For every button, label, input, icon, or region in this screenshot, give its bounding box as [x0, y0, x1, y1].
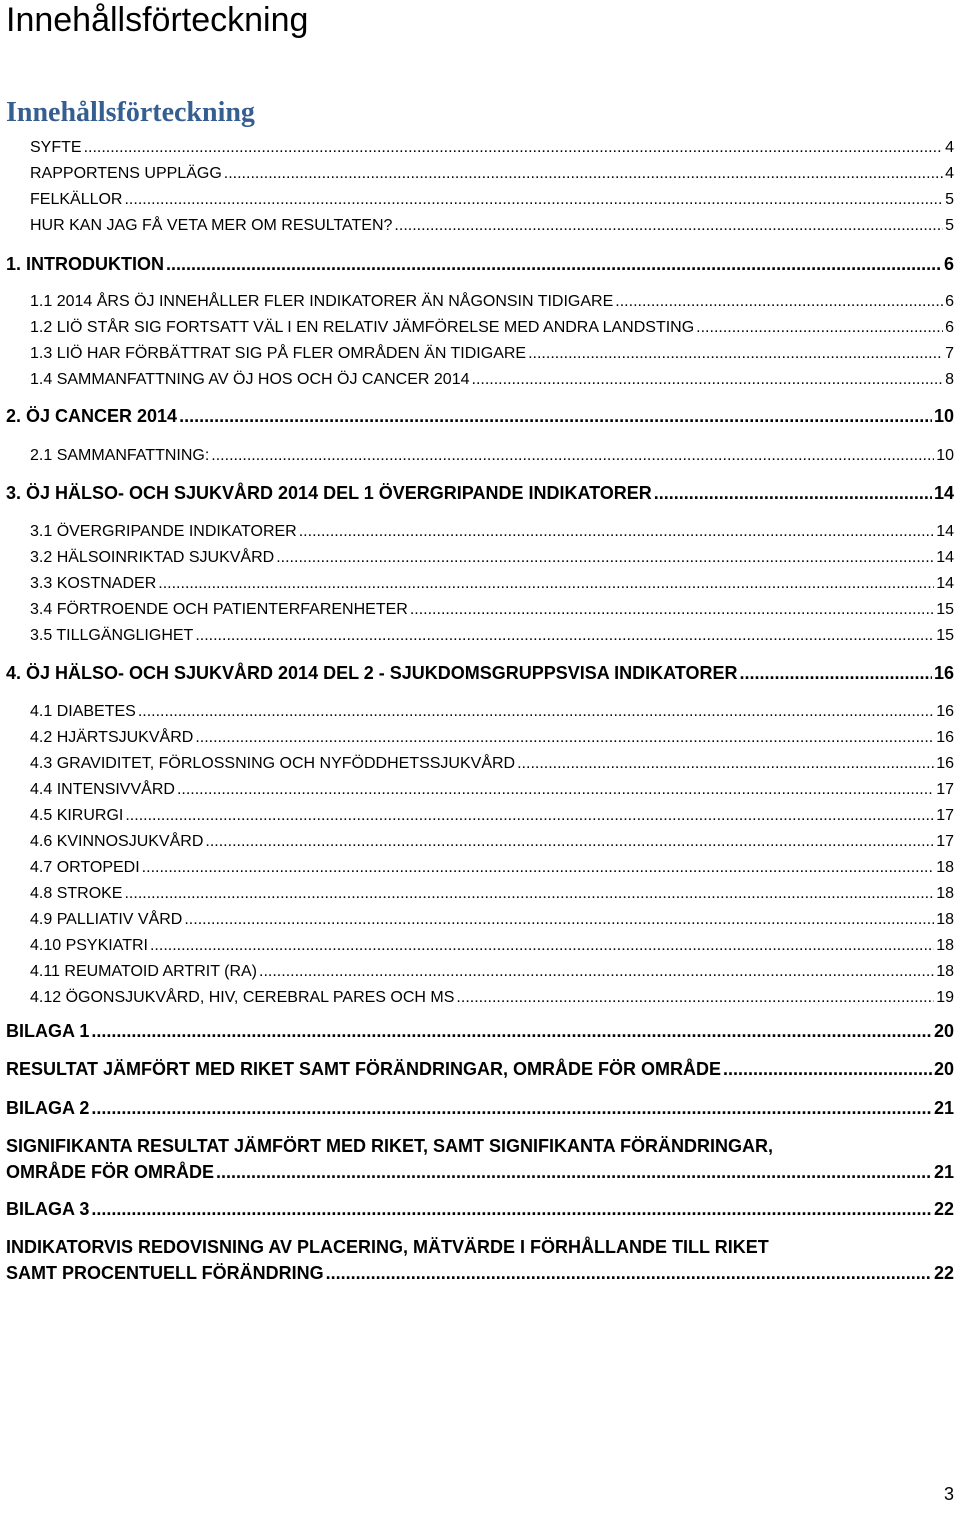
toc-dot-leader [528, 345, 943, 363]
toc-entry-title: BILAGA 2 [6, 1098, 90, 1118]
toc-dot-leader [259, 963, 934, 981]
toc-entry[interactable] [6, 1263, 954, 1284]
toc-entry-page: 6 [945, 319, 954, 336]
toc-entry-title: BILAGA 1 [6, 1021, 90, 1041]
toc-entry-title: BILAGA 3 [6, 1199, 90, 1219]
toc-entry-page: 14 [936, 549, 954, 566]
toc-entry-title: 4.1 DIABETES [30, 703, 136, 720]
toc-dot-leader [224, 165, 943, 183]
toc-entry[interactable] [6, 1237, 954, 1258]
toc-entry[interactable] [30, 165, 954, 183]
toc-dot-leader [696, 319, 943, 337]
toc-entry-title: 4.4 INTENSIVVÅRD [30, 781, 175, 798]
toc-dot-leader [739, 663, 931, 684]
toc-entry[interactable] [6, 1162, 954, 1183]
toc-dot-leader [394, 217, 943, 235]
toc-entry-title: RESULTAT JÄMFÖRT MED RIKET SAMT FÖRÄNDRINGAR, OMRÅDE FÖR OMRÅDE [6, 1059, 721, 1079]
toc-entry-page: 20 [933, 1021, 954, 1041]
toc-entry[interactable] [30, 703, 954, 721]
toc-entry-title: SYFTE [30, 139, 82, 156]
toc-dot-leader [138, 703, 934, 721]
toc-dot-leader [326, 1263, 932, 1284]
toc-entry[interactable] [30, 885, 954, 903]
toc-dot-leader [456, 989, 934, 1007]
toc-entry[interactable] [6, 1021, 954, 1042]
toc-entry[interactable] [30, 447, 954, 465]
toc-entry-title: HUR KAN JAG FÅ VETA MER OM RESULTATEN? [30, 217, 393, 234]
toc-entry-title: 2. ÖJ CANCER 2014 [6, 406, 178, 426]
toc-entry-title: 4.5 KIRURGI [30, 807, 124, 824]
toc-entry-page: 21 [933, 1162, 954, 1182]
toc-entry-title: INDIKATORVIS REDOVISNING AV PLACERING, MÄTVÄRDE I FÖRHÅLLANDE TILL RIKET [6, 1237, 769, 1257]
toc-entry-page: 14 [933, 483, 954, 503]
toc-entry[interactable] [6, 1199, 954, 1220]
toc-entry[interactable] [30, 523, 954, 541]
toc-dot-leader [195, 627, 934, 645]
toc-entry-page: 18 [936, 885, 954, 902]
toc-dot-leader [124, 191, 943, 209]
toc-entry[interactable] [30, 217, 954, 235]
toc-dot-leader [150, 937, 934, 955]
toc-dot-leader [615, 293, 943, 311]
toc-dot-leader [179, 406, 932, 427]
toc-entry-page: 15 [936, 601, 954, 618]
toc-entry[interactable] [30, 911, 954, 929]
toc-entry-page: 14 [936, 523, 954, 540]
toc-entry-page: 5 [945, 191, 954, 208]
toc-entry[interactable] [30, 139, 954, 157]
toc-entry-title: 4. ÖJ HÄLSO- OCH SJUKVÅRD 2014 DEL 2 - SJUKDOMSGRUPPSVISA INDIKATORER [6, 663, 738, 683]
toc-dot-leader [517, 755, 934, 773]
toc-dot-leader [91, 1098, 932, 1119]
toc-entry-title: 4.9 PALLIATIV VÅRD [30, 911, 183, 928]
toc-entry-page: 18 [936, 963, 954, 980]
toc-entry-page: 17 [936, 807, 954, 824]
toc-entry-page: 16 [933, 663, 954, 683]
toc-entry-title: 4.8 STROKE [30, 885, 123, 902]
toc-dot-leader [723, 1059, 932, 1080]
toc-entry-title: 4.12 ÖGONSJUKVÅRD, HIV, CEREBRAL PARES OCH MS [30, 989, 455, 1006]
toc-entry-page: 20 [933, 1059, 954, 1079]
toc-dot-leader [84, 139, 944, 157]
toc-entry[interactable] [30, 781, 954, 799]
toc-entry-title: 3.3 KOSTNADER [30, 575, 157, 592]
toc-dot-leader [142, 859, 935, 877]
toc-entry-title: 2.1 SAMMANFATTNING: [30, 447, 210, 464]
toc-entry-title: 3.5 TILLGÄNGLIGHET [30, 627, 194, 644]
toc-dot-leader [177, 781, 934, 799]
toc-entry[interactable] [30, 937, 954, 955]
toc-entry-title: 4.11 REUMATOID ARTRIT (RA) [30, 963, 258, 980]
toc-dot-leader [472, 371, 944, 389]
toc-entry-page: 22 [933, 1199, 954, 1219]
toc-dot-leader [299, 523, 934, 541]
toc-entry-page: 16 [936, 729, 954, 746]
toc-entry[interactable] [6, 1136, 954, 1157]
toc-entry-page: 4 [945, 165, 954, 182]
toc-entry-page: 18 [936, 911, 954, 928]
toc-entry-page: 4 [945, 139, 954, 156]
toc-entry-page: 21 [933, 1098, 954, 1118]
toc-entry[interactable] [30, 371, 954, 389]
toc-entry-page: 5 [945, 217, 954, 234]
toc-entry-page: 18 [936, 859, 954, 876]
toc-entry[interactable] [6, 483, 954, 504]
toc-dot-leader [158, 575, 934, 593]
toc-entry-page: 14 [936, 575, 954, 592]
toc-entry-page: 6 [945, 293, 954, 310]
toc-entry-title: 1.3 LIÖ HAR FÖRBÄTTRAT SIG PÅ FLER OMRÅDEN ÄN TIDIGARE [30, 345, 527, 362]
toc-entry-page: 16 [936, 703, 954, 720]
toc-entry-page: 7 [945, 345, 954, 362]
toc-entry-title: OMRÅDE FÖR OMRÅDE [6, 1162, 214, 1182]
toc-entry-page: 22 [933, 1263, 954, 1283]
toc-dot-leader [166, 254, 942, 275]
toc-entry[interactable] [6, 406, 954, 427]
toc-entry[interactable] [6, 1059, 954, 1080]
toc-entry[interactable] [30, 319, 954, 337]
toc-entry-title: SIGNIFIKANTA RESULTAT JÄMFÖRT MED RIKET, SAMT SIGNIFIKANTA FÖRÄNDRINGAR, [6, 1136, 773, 1156]
toc-dot-leader [91, 1199, 932, 1220]
toc-entry-title: 3.1 ÖVERGRIPANDE INDIKATORER [30, 523, 297, 540]
toc-dot-leader [184, 911, 934, 929]
toc-entry-title: 1.2 LIÖ STÅR SIG FORTSATT VÄL I EN RELATIV JÄMFÖRELSE MED ANDRA LANDSTING [30, 319, 695, 336]
toc-entry[interactable] [30, 549, 954, 567]
toc-entry-page: 16 [936, 755, 954, 772]
toc-entry-title: 1.1 2014 ÅRS ÖJ INNEHÅLLER FLER INDIKATORER ÄN NÅGONSIN TIDIGARE [30, 293, 614, 310]
toc-entry-page: 10 [936, 447, 954, 464]
page-number: 3 [943, 1484, 954, 1504]
toc-dot-leader [205, 833, 934, 851]
toc-entry-page: 18 [936, 937, 954, 954]
toc-entry[interactable] [30, 345, 954, 363]
toc-entry-page: 19 [936, 989, 954, 1006]
toc-entry[interactable] [30, 859, 954, 877]
toc-entry-title: 4.2 HJÄRTSJUKVÅRD [30, 729, 194, 746]
toc-entry-title: 4.6 KVINNOSJUKVÅRD [30, 833, 204, 850]
toc-entry[interactable] [30, 963, 954, 981]
toc-entry[interactable] [30, 601, 954, 619]
toc-entry-title: 3. ÖJ HÄLSO- OCH SJUKVÅRD 2014 DEL 1 ÖVERGRIPANDE INDIKATORER [6, 483, 652, 503]
toc-dot-leader [211, 447, 934, 465]
toc-entry[interactable] [30, 729, 954, 747]
toc-dot-leader [195, 729, 934, 747]
toc-entry-title: 1.4 SAMMANFATTNING AV ÖJ HOS OCH ÖJ CANCER 2014 [30, 371, 470, 388]
toc-entry[interactable] [6, 254, 954, 275]
toc-dot-leader [125, 807, 934, 825]
toc-entry-title: SAMT PROCENTUELL FÖRÄNDRING [6, 1263, 324, 1283]
toc-entry-title: 3.4 FÖRTROENDE OCH PATIENTERFARENHETER [30, 601, 408, 618]
toc-entry-title: FELKÄLLOR [30, 191, 123, 208]
toc-entry-page: 15 [936, 627, 954, 644]
toc-dot-leader [410, 601, 934, 619]
toc-entry-title: 4.3 GRAVIDITET, FÖRLOSSNING OCH NYFÖDDHETSSJUKVÅRD [30, 755, 516, 772]
toc-entry-page: 17 [936, 781, 954, 798]
toc-entry[interactable] [30, 833, 954, 851]
toc-dot-leader [91, 1021, 932, 1042]
toc-dot-leader [216, 1162, 932, 1183]
toc-dot-leader [654, 483, 932, 504]
toc-entry[interactable] [30, 293, 954, 311]
toc-entry[interactable] [6, 1098, 954, 1119]
toc-entry-title: 1. INTRODUKTION [6, 254, 165, 274]
toc-heading: Innehållsförteckning [6, 97, 255, 128]
toc-entry-page: 8 [945, 371, 954, 388]
toc-dot-leader [276, 549, 934, 567]
toc-entry[interactable] [30, 575, 954, 593]
toc-entry-title: 4.7 ORTOPEDI [30, 859, 140, 876]
toc-entry-title: RAPPORTENS UPPLÄGG [30, 165, 222, 182]
toc-entry[interactable] [6, 663, 954, 684]
toc-entry-page: 10 [933, 406, 954, 426]
toc-entry[interactable] [30, 807, 954, 825]
toc-entry-page: 6 [943, 254, 954, 274]
toc-entry[interactable] [30, 627, 954, 645]
toc-dot-leader [124, 885, 934, 903]
page-title: Innehållsförteckning [6, 1, 309, 39]
toc-entry-title: 4.10 PSYKIATRI [30, 937, 148, 954]
toc-entry-page: 17 [936, 833, 954, 850]
toc-entry[interactable] [30, 191, 954, 209]
toc-entry[interactable] [30, 989, 954, 1007]
toc-entry[interactable] [30, 755, 954, 773]
toc-entry-title: 3.2 HÄLSOINRIKTAD SJUKVÅRD [30, 549, 275, 566]
